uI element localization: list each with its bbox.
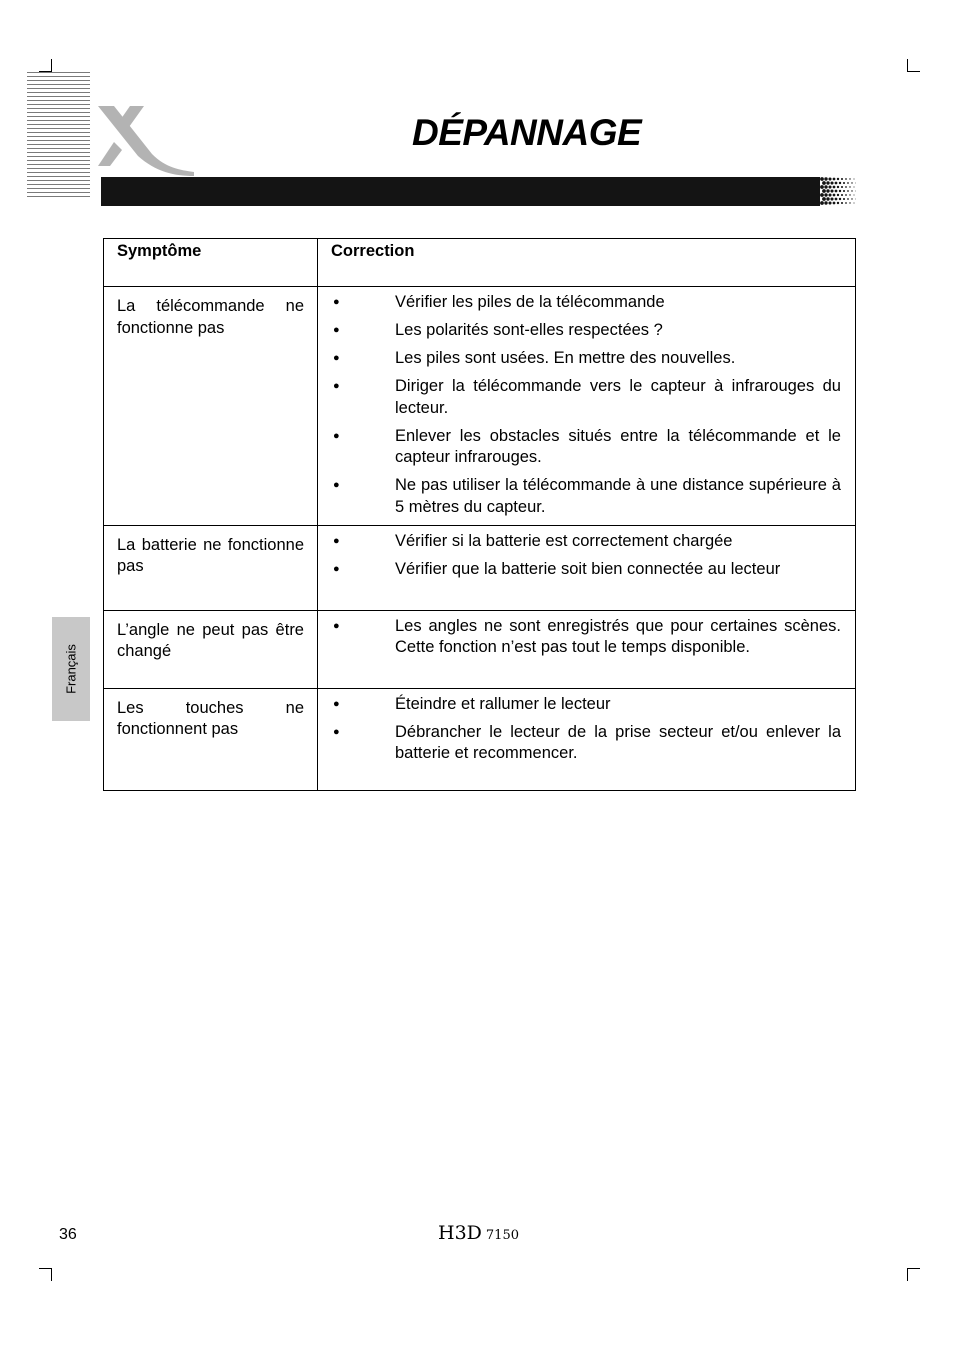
symptom-cell: Les touches ne fonctionnent pas (104, 688, 318, 790)
correction-list (330, 531, 841, 581)
correction-item: ● Diriger la télécommande vers le capteur à infrarouges du lecteur. (330, 376, 841, 419)
table-row (104, 688, 856, 790)
model-logo (438, 1222, 519, 1244)
page-number: 36 (59, 1226, 77, 1243)
language-tab-label: Français (63, 644, 79, 694)
crop-mark-top-right (907, 59, 920, 72)
crop-mark-bottom-right (907, 1268, 920, 1281)
correction-item: ● Les angles ne sont enregistrés que pour certaines scènes. Cette fonction n’est pas tout le temps disponible. (330, 616, 841, 659)
table-row (104, 525, 856, 610)
correction-item: ● Vérifier les piles de la télécommande (330, 292, 841, 314)
model-number: 7150 (485, 1228, 519, 1243)
correction-cell (318, 610, 856, 688)
symptom-cell: La batterie ne fonctionne pas (104, 525, 318, 610)
correction-list (330, 694, 841, 765)
correction-item: ● Vérifier si la batterie est correctement chargée (330, 531, 841, 553)
correction-item: ● Les polarités sont-elles respectées ? (330, 320, 841, 342)
symptom-cell: L’angle ne peut pas être changé (104, 610, 318, 688)
correction-cell (318, 287, 856, 526)
correction-item: ● Ne pas utiliser la télécommande à une distance supérieure à 5 mètres du capteur. (330, 475, 841, 518)
crop-mark-top-left (39, 59, 52, 72)
correction-cell (318, 525, 856, 610)
correction-item: ● Enlever les obstacles situés entre la télécommande et le capteur infrarouges. (330, 426, 841, 469)
symptom-cell: La télécommande ne fonctionne pas (104, 287, 318, 526)
decorative-stripes (27, 72, 90, 200)
table-row (104, 287, 856, 526)
table-header-row (104, 239, 856, 287)
model-name: H3D (438, 1222, 482, 1244)
brand-x-logo (94, 104, 198, 176)
correction-item: ● Débrancher le lecteur de la prise secteur et/ou enlever la batterie et recommencer. (330, 722, 841, 765)
header-band (101, 177, 827, 206)
page-title: DÉPANNAGE (412, 112, 642, 153)
table-row (104, 610, 856, 688)
correction-item: ● Éteindre et rallumer le lecteur (330, 694, 841, 716)
correction-list (330, 616, 841, 659)
troubleshooting-table (103, 238, 856, 791)
column-header-correction: Correction (318, 239, 856, 287)
correction-item: ● Vérifier que la batterie soit bien connectée au lecteur (330, 559, 841, 581)
correction-cell (318, 688, 856, 790)
header-band-dots (820, 177, 856, 206)
correction-list (330, 292, 841, 518)
column-header-symptom: Symptôme (104, 239, 318, 287)
crop-mark-bottom-left (39, 1268, 52, 1281)
language-tab (52, 617, 90, 721)
correction-item: ● Les piles sont usées. En mettre des nouvelles. (330, 348, 841, 370)
